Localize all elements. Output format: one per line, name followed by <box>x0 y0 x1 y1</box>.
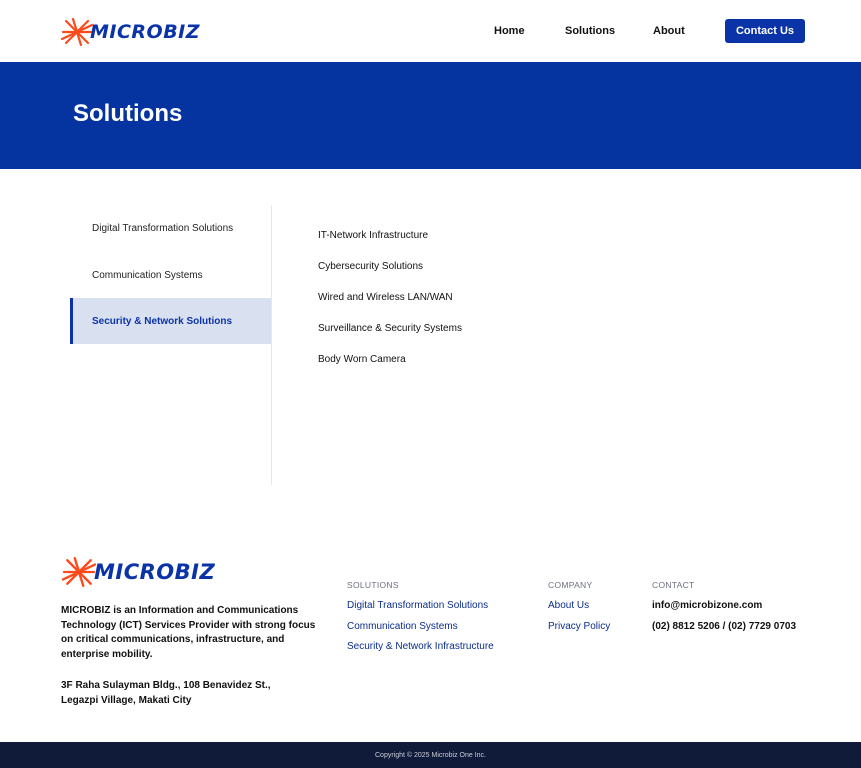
side-nav-item-digital-transformation[interactable]: Digital Transformation Solutions <box>92 222 234 234</box>
footer-company-heading: COMPANY <box>548 580 593 590</box>
copyright-bar <box>0 742 861 768</box>
contact-us-button[interactable]: Contact Us <box>725 19 805 43</box>
footer-solutions-column <box>347 580 494 662</box>
footer-contact-column <box>652 580 796 641</box>
solution-item[interactable]: Wired and Wireless LAN/WAN <box>318 292 453 303</box>
footer-contact-phone[interactable]: (02) 8812 5206 / (02) 7729 0703 <box>652 620 796 632</box>
header-logo[interactable] <box>60 17 200 47</box>
nav-solutions[interactable]: Solutions <box>565 25 616 37</box>
side-nav-item-communication-systems[interactable]: Communication Systems <box>92 269 203 281</box>
footer-contact-email[interactable]: info@microbizone.com <box>652 600 763 611</box>
nav-home[interactable]: Home <box>494 25 525 37</box>
footer-address-line: 3F Raha Sulayman Bldg., 108 Benavidez St., <box>61 680 271 691</box>
solution-item[interactable]: Surveillance & Security Systems <box>318 323 462 334</box>
footer-address <box>61 679 326 708</box>
footer-solutions-heading: SOLUTIONS <box>347 580 399 590</box>
nav-about[interactable]: About <box>653 25 685 37</box>
hero-banner <box>0 62 861 169</box>
solution-item[interactable]: Cybersecurity Solutions <box>318 261 424 272</box>
footer-about-text: MICROBIZ is an Information and Communications Technology (ICT) Services Provider with strong focus on critical communications, infrastructure, and enterprise mobility. <box>61 605 316 660</box>
site-header <box>0 0 861 62</box>
solution-item[interactable]: IT-Network Infrastructure <box>318 230 429 241</box>
solution-item[interactable]: Body Worn Camera <box>318 354 406 365</box>
side-nav-item-security-network[interactable]: Security & Network Solutions <box>70 298 271 344</box>
footer-link-about-us[interactable]: About Us <box>548 600 590 611</box>
brand-wordmark: MICROBIZ <box>90 21 201 43</box>
footer-logo[interactable] <box>60 556 215 588</box>
copyright-text: Copyright © 2025 Microbiz One Inc. <box>375 751 486 759</box>
footer-brand-wordmark: MICROBIZ <box>94 560 216 584</box>
solutions-side-nav <box>70 205 272 485</box>
footer-link-communication-systems[interactable]: Communication Systems <box>347 620 458 632</box>
footer-link-security-network[interactable]: Security & Network Infrastructure <box>347 641 494 652</box>
footer-link-digital-transformation[interactable]: Digital Transformation Solutions <box>347 600 489 611</box>
footer-company-column <box>548 580 610 641</box>
starburst-logo-icon <box>60 17 94 47</box>
page-title: Solutions <box>73 100 183 127</box>
footer-contact-heading: CONTACT <box>652 580 695 590</box>
starburst-logo-icon <box>60 556 98 588</box>
footer-link-privacy-policy[interactable]: Privacy Policy <box>548 620 611 632</box>
footer-address-line: Legazpi Village, Makati City <box>61 694 192 706</box>
